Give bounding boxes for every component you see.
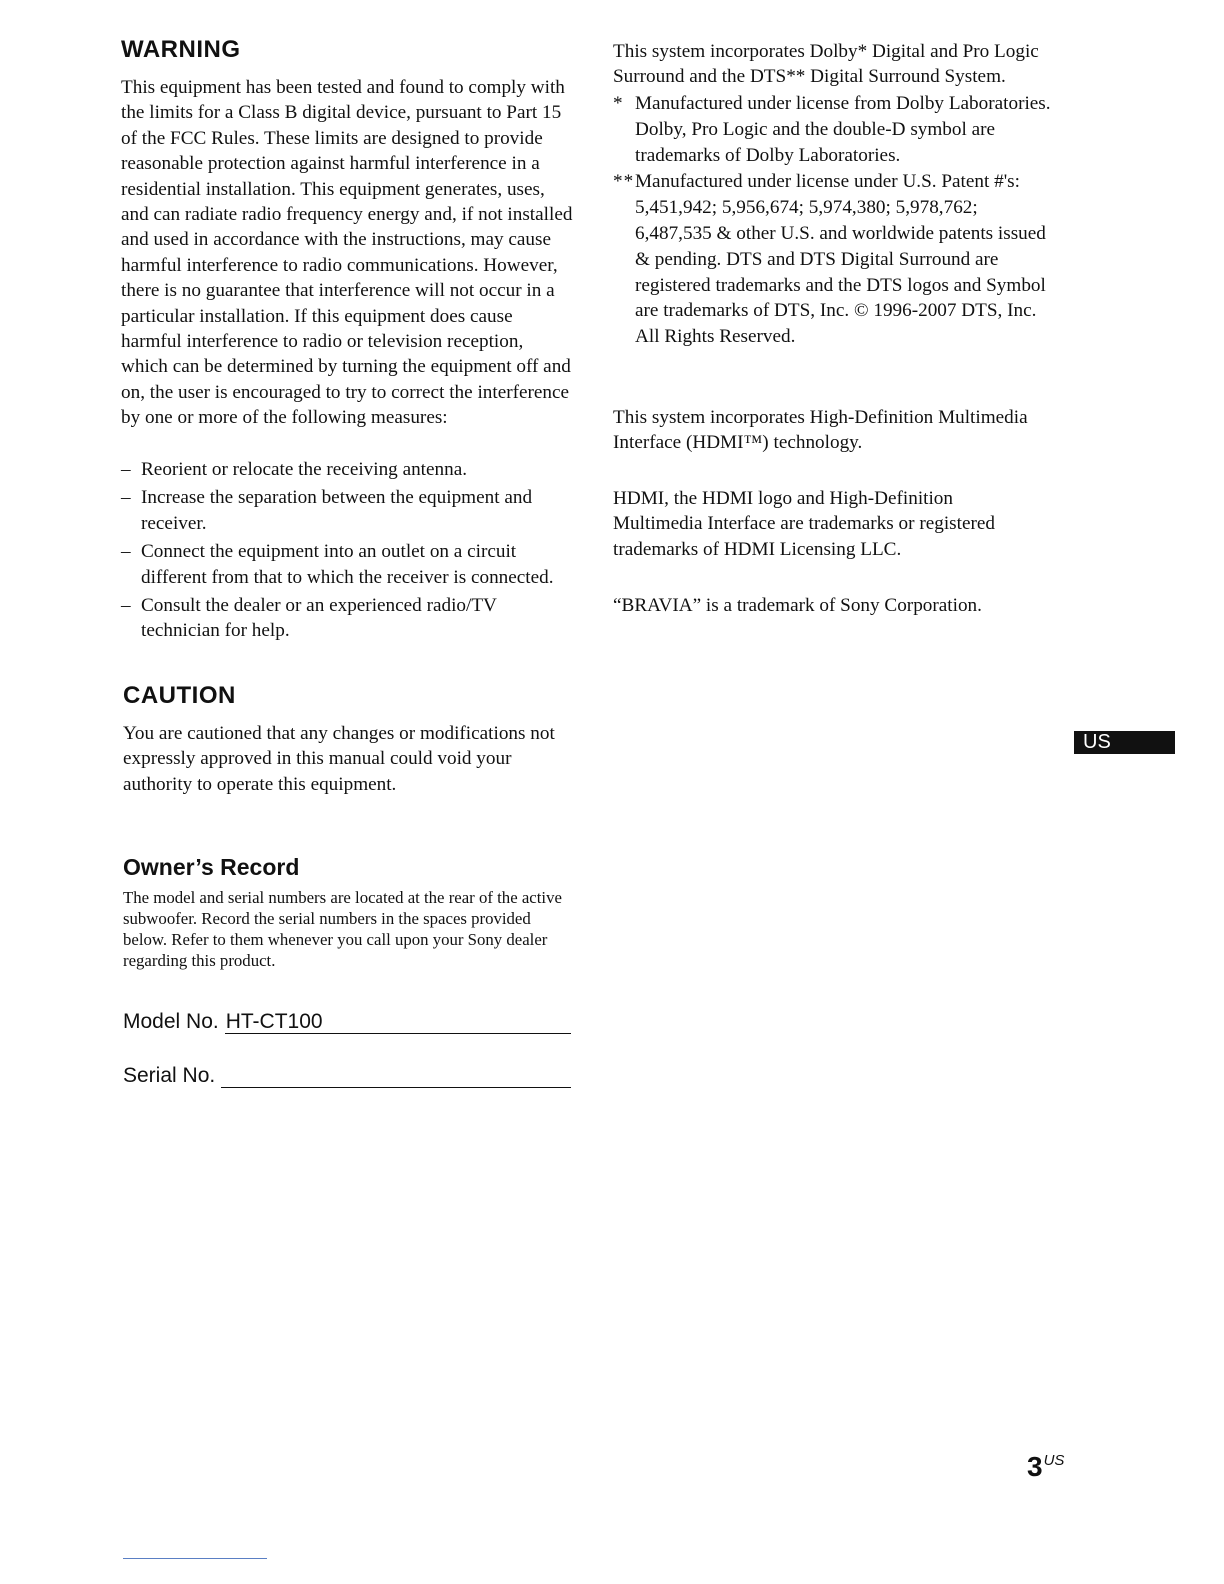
page-number (1027, 1451, 1064, 1483)
caution-body: You are cautioned that any changes or modifications not expressly approved in this manual could void your authority to operate this equipment. (123, 723, 555, 795)
region-tab: US (1074, 731, 1175, 754)
list-item: – Consult the dealer or an experienced radio/TV technician for help. (121, 595, 497, 642)
bravia-trademark: “BRAVIA” is a trademark of Sony Corporation. (613, 595, 982, 616)
hdmi-intro: This system incorporates High-Definition Multimedia Interface (HDMI™) technology. (613, 407, 1028, 454)
dash-bullet: – (121, 541, 131, 563)
serial-number-row (123, 1060, 571, 1088)
caution-heading: CAUTION (123, 682, 236, 709)
dash-bullet: – (121, 459, 131, 480)
dts-note (613, 169, 1053, 350)
page-number-value: 3 (1027, 1451, 1043, 1482)
warning-heading: WARNING (121, 36, 241, 63)
hdmi-trademark: HDMI, the HDMI logo and High-Definition Multimedia Interface are trademarks or registered trademarks of HDMI Licensing LLC. (613, 488, 995, 560)
serial-number-label: Serial No. (123, 1064, 216, 1087)
model-number-row (123, 1006, 571, 1034)
footer-rule (123, 1558, 267, 1559)
list-item: – Connect the equipment into an outlet on a circuit different from that to which the receiver is connected. (121, 541, 554, 588)
dolby-license: Manufactured under license from Dolby Laboratories. (635, 93, 1051, 114)
warning-body: This equipment has been tested and found to comply with the limits for a Class B digital device, pursuant to Part 15 of the FCC Rules. These limits are designed to provide reasonable protection against harmful interference in a residential installation. This equipment generates, uses, and can radiate radio frequency energy and, if not installed and used in accordance with the instructions, may cause harmful interference to radio communications. However, there is no guarantee that interference will not occur in a particular installation. If this equipment does cause harmful interference to radio or television reception, which can be determined by turning the equipment off and on, the user is encouraged to try to correct the interference by one or more of the following measures: (121, 77, 573, 429)
dolby-dts-intro: This system incorporates Dolby* Digital and Pro Logic Surround and the DTS** Digital Surround System. (613, 41, 1039, 88)
page-number-suffix: US (1043, 1452, 1065, 1469)
license-notes (613, 91, 1053, 351)
dolby-note (613, 91, 1053, 168)
asterisk-mark: * (613, 93, 623, 114)
warning-measures-list (121, 457, 561, 647)
model-number-label: Model No. (123, 1010, 219, 1033)
serial-number-field[interactable] (221, 1063, 571, 1088)
dash-bullet: – (121, 487, 131, 509)
owners-record-body: The model and serial numbers are located at the rear of the active subwoofer. Record the serial numbers in the spaces provided below. Refer to them whenever you call upon your Sony dealer regarding this product. (123, 888, 562, 970)
list-item: – Reorient or relocate the receiving antenna. (121, 457, 561, 482)
model-number-field[interactable]: HT-CT100 (225, 1009, 571, 1034)
double-asterisk-mark: ** (613, 171, 635, 193)
dash-bullet: – (121, 595, 131, 617)
list-item: – Increase the separation between the equipment and receiver. (121, 487, 533, 534)
dts-license: Manufactured under license under U.S. Patent #'s: 5,451,942; 5,956,674; 5,974,380; 5,978,762; 6,487,535 & other U.S. and worldwide patents issued & pending. DTS and DTS Digital Surround are registered trademarks and the DTS logos and Symbol are trademarks of DTS, Inc. © 1996-2007 DTS, Inc. All Rights Reserved. (635, 171, 1046, 348)
dolby-trademark: Dolby, Pro Logic and the double-D symbol are trademarks of Dolby Laboratories. (635, 118, 996, 166)
owners-record-heading: Owner’s Record (123, 854, 300, 880)
